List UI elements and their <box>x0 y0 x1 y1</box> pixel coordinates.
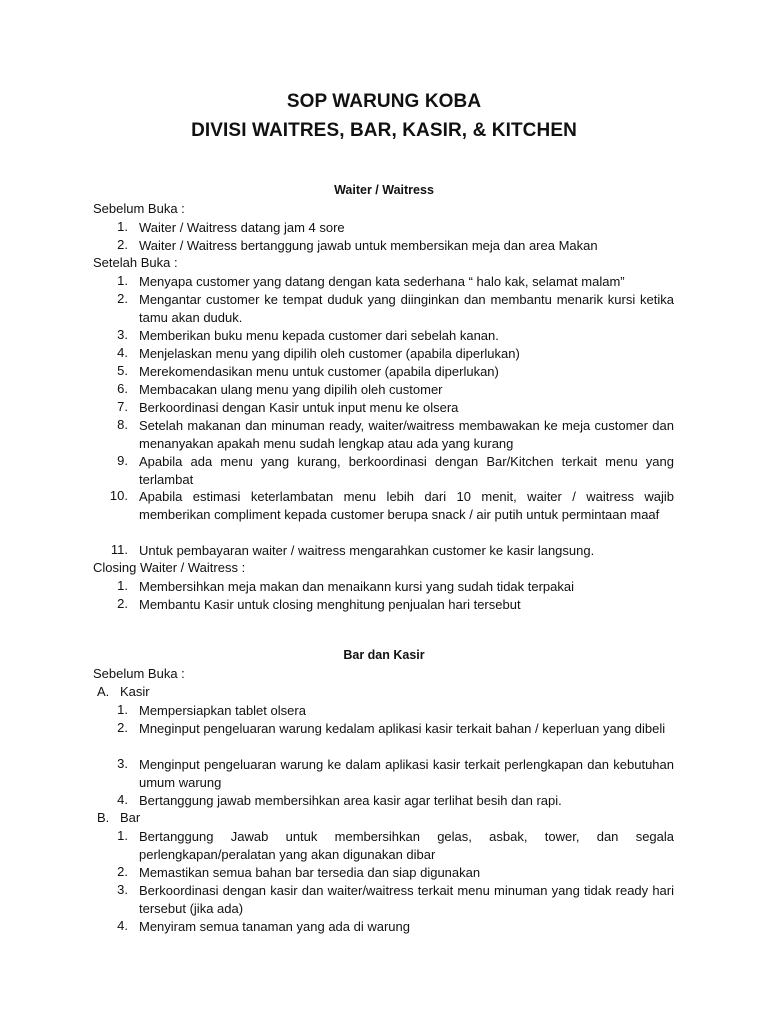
list-item: Apabila ada menu yang kurang, berkoordinasi dengan Bar/Kitchen terkait menu yang terlambat <box>139 454 674 487</box>
waiter-closing-label: Closing Waiter / Waitress : <box>93 560 246 575</box>
list-item: Mempersiapkan tablet olsera <box>139 703 306 718</box>
section-heading-waiter: Waiter / Waitress <box>334 183 434 197</box>
list-number: 1. <box>117 578 128 593</box>
waiter-before-label: Sebelum Buka : <box>93 201 185 216</box>
list-number: 11. <box>110 542 128 557</box>
list-item: Waiter / Waitress datang jam 4 sore <box>139 220 345 235</box>
section-heading-bar-kasir: Bar dan Kasir <box>343 648 425 662</box>
list-number: 3. <box>117 327 128 342</box>
list-item: Membantu Kasir untuk closing menghitung penjualan hari tersebut <box>139 597 521 612</box>
list-number: 2. <box>117 596 128 611</box>
kasir-label: Kasir <box>120 684 150 699</box>
list-number: 2. <box>117 720 128 735</box>
list-number: 4. <box>117 792 128 807</box>
list-number: 1. <box>117 702 128 717</box>
list-number: 2. <box>117 291 128 306</box>
list-number: 3. <box>117 756 128 771</box>
list-number: 1. <box>117 219 128 234</box>
kasir-marker: A. <box>97 684 110 699</box>
list-item: Setelah makanan dan minuman ready, waiter/waitress membawakan ke meja customer dan menanyakan apakah menu sudah lengkap atau ada yang kurang <box>139 418 674 451</box>
list-number: 3. <box>117 882 128 897</box>
list-item: Mneginput pengeluaran warung kedalam aplikasi kasir terkait bahan / keperluan yang dibeli <box>139 721 666 736</box>
list-item: Membersihkan meja makan dan menaikann kursi yang sudah tidak terpakai <box>139 579 575 594</box>
list-item: Memastikan semua bahan bar tersedia dan siap digunakan <box>139 865 481 880</box>
list-number: 4. <box>117 345 128 360</box>
document-title: SOP WARUNG KOBA <box>286 91 482 112</box>
bar-kasir-before-label: Sebelum Buka : <box>93 666 185 681</box>
list-number: 1. <box>117 273 128 288</box>
document-subtitle: DIVISI WAITRES, BAR, KASIR, & KITCHEN <box>191 120 577 141</box>
bar-label: Bar <box>120 810 141 825</box>
list-number: 2. <box>117 864 128 879</box>
waiter-after-label: Setelah Buka : <box>93 255 178 270</box>
list-number: 8. <box>117 417 128 432</box>
list-item: Membacakan ulang menu yang dipilih oleh customer <box>139 382 443 397</box>
list-item: Menyiram semua tanaman yang ada di warung <box>139 919 410 934</box>
list-item: Memberikan buku menu kepada customer dari sebelah kanan. <box>139 328 499 343</box>
list-item: Merekomendasikan menu untuk customer (apabila diperlukan) <box>139 364 499 379</box>
list-number: 7. <box>117 399 128 414</box>
list-item: Berkoordinasi dengan kasir dan waiter/waitress terkait menu minuman yang tidak ready hari tersebut (jika ada) <box>139 883 674 916</box>
list-item: Mengantar customer ke tempat duduk yang diinginkan dan membantu menarik kursi ketika tamu akan duduk. <box>139 292 674 325</box>
list-item: Menyapa customer yang datang dengan kata sederhana “ halo kak, selamat malam” <box>139 274 625 289</box>
list-number: 9. <box>117 453 128 468</box>
bar-marker: B. <box>97 810 110 825</box>
list-item: Apabila estimasi keterlambatan menu lebih dari 10 menit, waiter / waitress wajib memberikan compliment kepada customer berupa snack / air putih untuk permintaan maaf <box>139 489 674 522</box>
list-number: 2. <box>117 237 128 252</box>
list-item: Bertanggung Jawab untuk membersihkan gelas, asbak, tower, dan segala perlengkapan/peralatan yang akan digunakan dibar <box>139 829 674 862</box>
list-item: Bertanggung jawab membersihkan area kasir agar terlihat besih dan rapi. <box>139 793 562 808</box>
list-number: 6. <box>117 381 128 396</box>
list-item: Menginput pengeluaran warung ke dalam aplikasi kasir terkait perlengkapan dan kebutuhan umum warung <box>139 757 674 790</box>
list-number: 4. <box>117 918 128 933</box>
list-number: 5. <box>117 363 128 378</box>
list-item: Waiter / Waitress bertanggung jawab untuk membersikan meja dan area Makan <box>139 238 598 253</box>
list-item: Untuk pembayaran waiter / waitress mengarahkan customer ke kasir langsung. <box>139 543 595 558</box>
list-item: Menjelaskan menu yang dipilih oleh customer (apabila diperlukan) <box>139 346 520 361</box>
list-number: 1. <box>117 828 128 843</box>
list-item: Berkoordinasi dengan Kasir untuk input menu ke olsera <box>139 400 459 415</box>
list-number: 10. <box>109 488 128 503</box>
